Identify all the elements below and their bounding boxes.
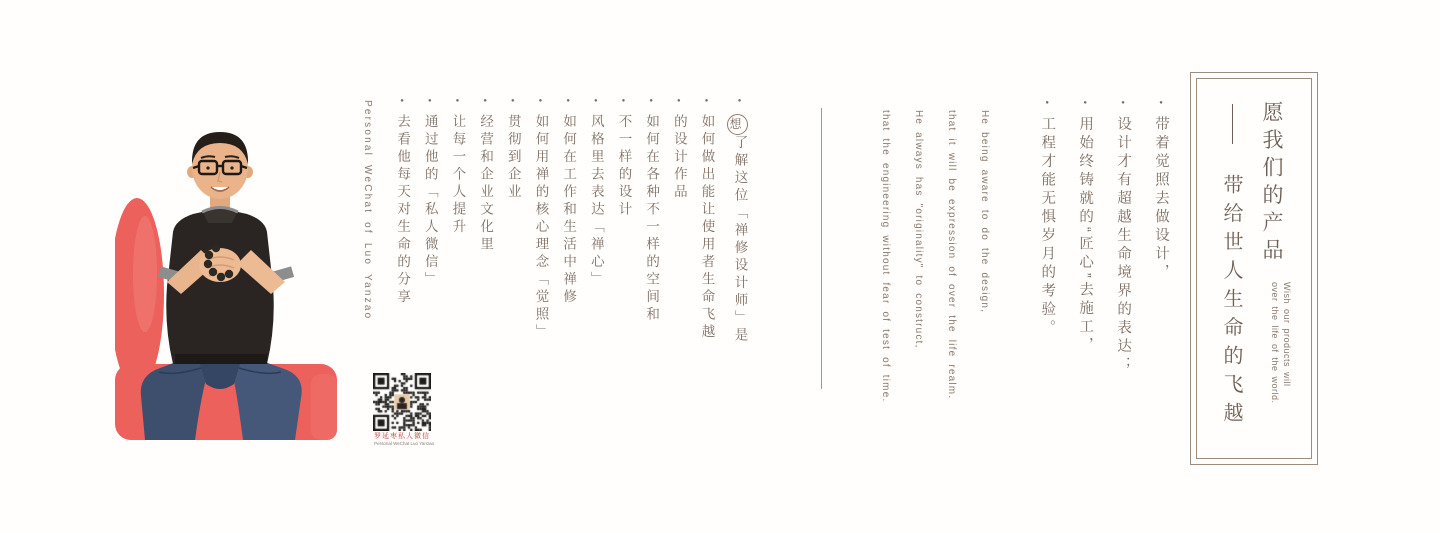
english-line: He being aware to do the design, [979,110,990,314]
intro-column [478,98,492,488]
qr-caption-english: Personal WeChat Luo Yanzao [374,441,435,447]
banner-subline: 带给世人生命的飞越 [1220,174,1242,431]
motto-columns [1026,100,1168,400]
motto-text: 设计才有超越生命境界的表达； [1115,116,1132,375]
vertical-divider [821,108,822,389]
banner-headline: 愿我们的产品 [1260,101,1283,266]
intro-text: 让每一个人提升 [450,114,466,237]
motto-column [1152,100,1168,400]
bullet-icon: ● [426,98,433,108]
bullet-icon: ● [1158,100,1164,110]
intro-text: 如何做出能让使用者生命飞越 [699,114,715,342]
intro-column [589,98,603,488]
english-paragraph [858,110,990,460]
bullet-icon: ● [454,98,461,108]
bullet-icon: ● [648,98,655,108]
intro-text: 经营和企业文化里 [478,114,494,254]
intro-text: 去看他每天对生命的分享 [395,114,411,307]
bullet-icon: ● [592,98,599,108]
bullet-icon: ● [565,98,572,108]
english-line: He always has "originality" to construct, [913,110,924,349]
intro-column [644,98,658,488]
intro-text: 的设计作品 [671,114,687,202]
qr-caption-chinese: 罗延枣私人微信 [374,433,430,440]
intro-column [506,98,520,488]
banner-english-line: Wish our products will [1282,282,1292,387]
motto-text: 工程才能无惧岁月的考验。 [1039,116,1056,338]
intro-column [395,98,409,488]
intro-column [727,98,752,488]
bullet-icon: ● [703,98,710,108]
motto-column [1038,100,1054,400]
motto-column [1076,100,1092,400]
english-line: that it will be expression of over the life realm. [946,110,957,400]
intro-columns [395,98,752,488]
intro-text: 如何用禅的核心理念「觉照」 [533,114,549,342]
intro-text: 贯彻到企业 [505,114,521,202]
intro-column [672,98,686,488]
motto-text: 用始终铸就的“匠心”去施工， [1077,116,1094,356]
banner-inner-frame [1196,78,1312,459]
intro-column [699,98,713,488]
intro-text: 风格里去表达「禅心」 [588,114,604,289]
bullet-icon: ● [1120,100,1127,110]
bullet-icon: ● [509,98,516,108]
personal-wechat-label: Personal WeChat of Luo Yanzao [362,100,373,321]
portrait-illustration [115,124,337,440]
circled-character: 想 [727,114,748,135]
intro-column [423,98,437,488]
bullet-icon: ● [620,98,627,108]
bullet-icon: ● [482,98,489,108]
slogan-banner [1190,72,1318,465]
banner-english-line: over the life of the world. [1270,282,1280,404]
motto-column [1114,100,1130,400]
bullet-icon: ● [537,98,544,108]
bullet-icon: ● [675,98,682,108]
intro-text: 如何在各种不一样的空间和 [644,114,660,324]
motto-text: 带着觉照去做设计， [1153,116,1169,283]
banner-english [1269,282,1293,404]
english-line: that the engineering without fear of test of time. [880,110,891,403]
intro-text: 不一样的设计 [616,114,632,219]
bullet-icon: ● [399,98,406,108]
banner-dash [1232,104,1233,144]
intro-column [450,98,464,488]
bullet-icon: ● [1082,100,1089,110]
intro-text: 如何在工作和生活中禅修 [561,114,577,307]
intro-column [561,98,575,488]
portrait-photo [115,124,337,440]
intro-column [616,98,630,488]
intro-column [533,98,547,488]
bullet-icon: ● [736,98,743,108]
intro-text: 了解这位「禅修设计师」是 [732,135,748,345]
intro-text: 通过他的「私人微信」 [422,114,438,289]
bullet-icon: ● [1044,100,1051,110]
